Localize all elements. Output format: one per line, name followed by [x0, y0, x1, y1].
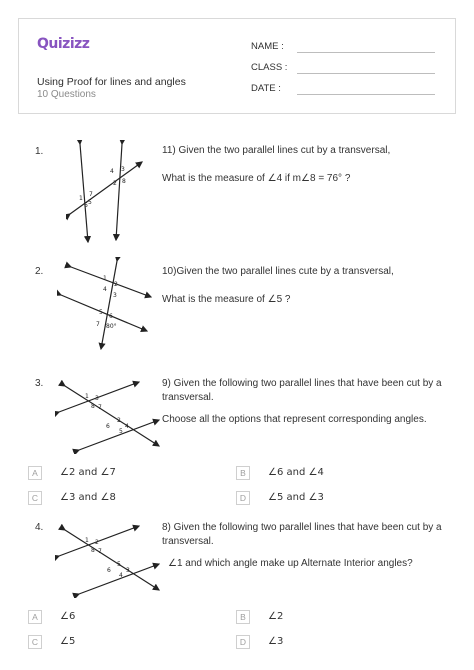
option-letter-c: C: [28, 635, 42, 649]
question-1-line-1: 11) Given the two parallel lines cut by a transversal,: [162, 145, 391, 156]
fig4-label-4: 4: [119, 572, 123, 579]
class-line[interactable]: [297, 73, 435, 74]
option-letter-d: D: [236, 491, 250, 505]
question-2-text: [162, 265, 454, 307]
fig1-label-7: 7: [89, 191, 93, 198]
option-text: ∠2: [268, 611, 284, 622]
fig1-label-2: 2: [113, 180, 117, 187]
fig4-label-8: 8: [91, 547, 95, 554]
name-field[interactable]: [251, 41, 284, 52]
fig1-label-8: 8: [122, 178, 126, 185]
question-3-line-2: transversal.: [162, 392, 214, 403]
option-letter-b: B: [236, 610, 250, 624]
question-2-line-2: What is the measure of ∠5 ?: [162, 294, 291, 305]
question-3-text: [162, 377, 454, 427]
option-letter-b: B: [236, 466, 250, 480]
fig2-label-6: 6: [109, 313, 113, 320]
fig3-label-2: 2: [117, 417, 121, 424]
fig2-label-7: 7: [96, 321, 100, 328]
fig2-label-5: 5: [99, 309, 103, 316]
fig3-label-6: 6: [106, 423, 110, 430]
fig1-label-4: 4: [110, 168, 114, 175]
fig3-label-5: 5: [119, 428, 123, 435]
question-1-figure: [66, 140, 146, 246]
fig4-label-7: 7: [98, 548, 102, 555]
question-1-number: 1.: [35, 146, 44, 157]
fig1-label-6: 6: [84, 202, 88, 209]
question-4-figure: [55, 522, 165, 598]
fig1-label-3: 3: [121, 166, 125, 173]
option-text: ∠5: [60, 636, 76, 647]
date-line[interactable]: [297, 94, 435, 95]
question-1-line-2: What is the measure of ∠4 if m∠8 = 76° ?: [162, 173, 351, 184]
question-1-text: [162, 144, 454, 186]
name-label: NAME :: [251, 41, 284, 52]
question-3-line-1: 9) Given the following two parallel lines that have been cut by a: [162, 378, 442, 389]
option-letter-a: A: [28, 610, 42, 624]
fig4-label-2: 2: [95, 539, 99, 546]
option-text: ∠3: [268, 636, 284, 647]
fig1-label-1: 1: [79, 195, 83, 202]
fig2-label-3: 3: [113, 292, 117, 299]
fig2-label-80: 80°: [106, 323, 117, 330]
class-label: CLASS :: [251, 62, 288, 73]
option-letter-a: A: [28, 466, 42, 480]
parallel-line-b: [116, 144, 122, 240]
question-count: 10 Questions: [37, 89, 96, 100]
option-text: ∠2 and ∠7: [60, 467, 116, 478]
fig3-label-7: 7: [98, 404, 102, 411]
option-letter-c: C: [28, 491, 42, 505]
question-4-text: [162, 521, 454, 571]
parallel-line-b: [79, 420, 159, 450]
option-text: ∠6: [60, 611, 76, 622]
fig4-label-6: 6: [107, 567, 111, 574]
fig3-label-3: 3: [95, 395, 99, 402]
option-text: ∠3 and ∠8: [60, 492, 116, 503]
question-3-number: 3.: [35, 378, 44, 389]
option-text: ∠6 and ∠4: [268, 467, 324, 478]
fig3-label-8: 8: [91, 403, 95, 410]
date-label: DATE :: [251, 83, 281, 94]
worksheet-header: [18, 18, 456, 114]
fig1-label-5: 5: [88, 199, 92, 206]
question-4-line-2: transversal.: [162, 536, 214, 547]
transversal: [70, 162, 142, 214]
worksheet-title: Using Proof for lines and angles: [37, 76, 186, 88]
question-4-number: 4.: [35, 522, 44, 533]
quizizz-logo: Quizizz: [37, 36, 90, 52]
question-3-figure: [55, 378, 165, 454]
fig2-label-4: 4: [103, 286, 107, 293]
name-line[interactable]: [297, 52, 435, 53]
option-letter-d: D: [236, 635, 250, 649]
question-4-line-1: 8) Given the following two parallel lines that have been cut by a: [162, 522, 442, 533]
question-2-line-1: 10)Given the two parallel lines cute by a transversal,: [162, 266, 394, 277]
date-field[interactable]: [251, 83, 281, 94]
fig4-label-5: 5: [117, 561, 121, 568]
fig3-label-4: 4: [125, 423, 129, 430]
question-3-line-3: Choose all the options that represent corresponding angles.: [162, 414, 427, 425]
question-2-figure: [57, 257, 157, 353]
class-field[interactable]: [251, 62, 287, 73]
parallel-line-a: [80, 144, 88, 242]
question-4-line-3: ∠1 and which angle make up Alternate Interior angles?: [168, 558, 413, 569]
fig3-label-1: 1: [85, 393, 89, 400]
fig2-label-1: 1: [103, 275, 107, 282]
fig4-label-1: 1: [85, 537, 89, 544]
question-2-number: 2.: [35, 266, 44, 277]
fig4-label-3: 3: [126, 567, 130, 574]
option-text: ∠5 and ∠3: [268, 492, 324, 503]
fig2-label-2: 2: [114, 281, 118, 288]
parallel-line-b: [79, 564, 159, 594]
parallel-line-b: [61, 295, 147, 331]
